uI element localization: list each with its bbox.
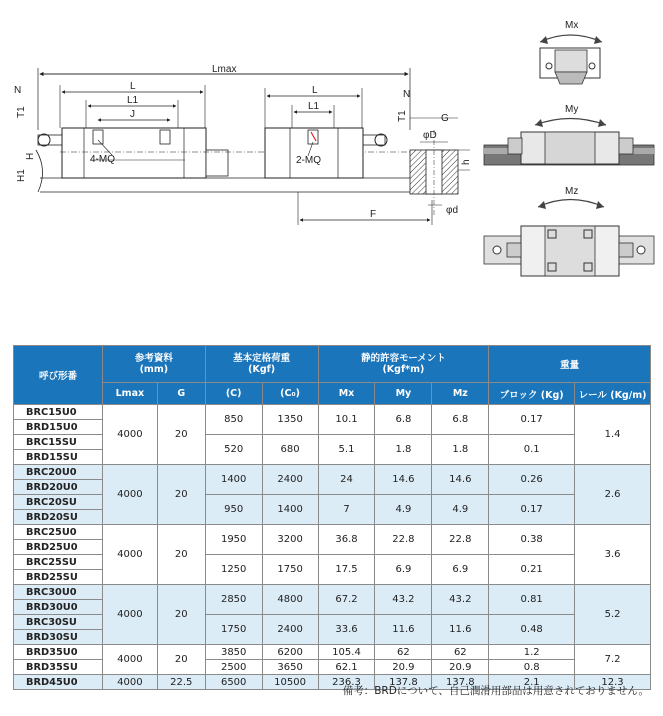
g-cell: 20 <box>157 585 205 645</box>
mx-label: Mx <box>565 20 579 31</box>
mz-cell: 43.2 <box>432 585 489 615</box>
l1-right-label: L1 <box>308 101 320 112</box>
subheader-c0: (C₀) <box>262 383 318 405</box>
g-cell: 20 <box>157 465 205 525</box>
my-cell: 1.8 <box>375 435 432 465</box>
my-cell: 137.8 <box>375 675 432 690</box>
block-cell: 0.81 <box>489 585 575 615</box>
g-cell: 22.5 <box>157 675 205 690</box>
model-cell: BRD15SU <box>14 450 103 465</box>
table-row <box>14 525 651 540</box>
rail-block-drawing <box>0 0 663 335</box>
rail-cell: 1.4 <box>575 405 651 465</box>
mx-cell: 5.1 <box>318 435 375 465</box>
mz-cell: 6.9 <box>432 555 489 585</box>
g-cell: 20 <box>157 405 205 465</box>
rail-cell: 5.2 <box>575 585 651 645</box>
my-cell: 6.9 <box>375 555 432 585</box>
mx-cell: 10.1 <box>318 405 375 435</box>
header-moment: 静的許容モーメント (Kgf*m) <box>318 346 489 383</box>
subheader-my: My <box>375 383 432 405</box>
mx-cell: 236.3 <box>318 675 375 690</box>
block-cell: 0.17 <box>489 495 575 525</box>
mz-cell: 22.8 <box>432 525 489 555</box>
l-left-label: L <box>130 81 136 92</box>
model-cell: BRC30SU <box>14 615 103 630</box>
my-cell: 62 <box>375 645 432 660</box>
mz-cell: 6.8 <box>432 405 489 435</box>
lmax-dimension <box>38 64 410 130</box>
c0-cell: 3650 <box>262 660 318 675</box>
lmax-cell: 4000 <box>102 585 157 645</box>
c0-cell: 2400 <box>262 615 318 645</box>
mz-cell: 4.9 <box>432 495 489 525</box>
h1-label: H1 <box>16 169 27 182</box>
mz-cell: 137.8 <box>432 675 489 690</box>
j-label: J <box>130 109 135 120</box>
my-cell: 20.9 <box>375 660 432 675</box>
subheader-lmax: Lmax <box>102 383 157 405</box>
lmax-label: Lmax <box>212 64 237 75</box>
model-cell: BRC25SU <box>14 555 103 570</box>
c-cell: 3850 <box>205 645 262 660</box>
table-row <box>14 585 651 600</box>
mz-cell: 14.6 <box>432 465 489 495</box>
c-cell: 6500 <box>205 675 262 690</box>
rail-cell: 12.3 <box>575 675 651 690</box>
model-cell: BRD35U0 <box>14 645 103 660</box>
table-row <box>14 465 651 480</box>
table-row <box>14 405 651 420</box>
subheader-g: G <box>157 383 205 405</box>
my-cell: 6.8 <box>375 405 432 435</box>
subheader-rail: レール (Kg/m) <box>575 383 651 405</box>
mx-cell: 7 <box>318 495 375 525</box>
c-cell: 1250 <box>205 555 262 585</box>
model-cell: BRC20U0 <box>14 465 103 480</box>
my-cell: 11.6 <box>375 615 432 645</box>
mx-cell: 24 <box>318 465 375 495</box>
my-cell: 4.9 <box>375 495 432 525</box>
c0-cell: 1400 <box>262 495 318 525</box>
t1-left-label: T1 <box>16 106 27 118</box>
n-left-label: N <box>14 85 22 96</box>
mz-cell: 62 <box>432 645 489 660</box>
block-cell: 2.1 <box>489 675 575 690</box>
rail-cell: 3.6 <box>575 525 651 585</box>
model-cell: BRC25U0 <box>14 525 103 540</box>
l1-left-label: L1 <box>127 95 139 106</box>
model-cell: BRD30U0 <box>14 600 103 615</box>
c0-cell: 3200 <box>262 525 318 555</box>
header-weight: 重量 <box>489 346 651 383</box>
rail-cell: 7.2 <box>575 645 651 675</box>
c-cell: 2850 <box>205 585 262 615</box>
header-ref: 参考資料 (mm) <box>102 346 205 383</box>
header-model: 呼び形番 <box>14 346 103 405</box>
c0-cell: 4800 <box>262 585 318 615</box>
c0-cell: 10500 <box>262 675 318 690</box>
subheader-c: (C) <box>205 383 262 405</box>
mx-cell: 36.8 <box>318 525 375 555</box>
c-cell: 2500 <box>205 660 262 675</box>
c-cell: 520 <box>205 435 262 465</box>
c-cell: 1750 <box>205 615 262 645</box>
c0-cell: 1350 <box>262 405 318 435</box>
lmax-cell: 4000 <box>102 675 157 690</box>
g-cell: 20 <box>157 525 205 585</box>
my-cell: 22.8 <box>375 525 432 555</box>
c-cell: 950 <box>205 495 262 525</box>
phi-d-big-label: φD <box>423 130 437 141</box>
model-cell: BRD20SU <box>14 510 103 525</box>
lmax-cell: 4000 <box>102 645 157 675</box>
my-cell: 14.6 <box>375 465 432 495</box>
mz-cell: 20.9 <box>432 660 489 675</box>
h-small-label: h <box>461 159 472 165</box>
mz-cell: 11.6 <box>432 615 489 645</box>
subheader-block: ブロック (Kg) <box>489 383 575 405</box>
mq2-label: 2-MQ <box>296 155 321 166</box>
rail-section <box>410 113 472 216</box>
model-cell: BRC20SU <box>14 495 103 510</box>
c-cell: 1400 <box>205 465 262 495</box>
block-cell: 1.2 <box>489 645 575 660</box>
c0-cell: 6200 <box>262 645 318 660</box>
model-cell: BRD25U0 <box>14 540 103 555</box>
c0-cell: 2400 <box>262 465 318 495</box>
mz-label: Mz <box>565 186 579 197</box>
rail-cell: 2.6 <box>575 465 651 525</box>
my-label: My <box>565 104 579 115</box>
f-label: F <box>370 209 377 220</box>
spec-table <box>13 345 651 690</box>
model-cell: BRD15U0 <box>14 420 103 435</box>
model-cell: BRC15SU <box>14 435 103 450</box>
h-label: H <box>25 152 36 160</box>
model-cell: BRD25SU <box>14 570 103 585</box>
model-cell: BRC30U0 <box>14 585 103 600</box>
lmax-cell: 4000 <box>102 405 157 465</box>
model-cell: BRD30SU <box>14 630 103 645</box>
block-cell: 0.17 <box>489 405 575 435</box>
lmax-cell: 4000 <box>102 465 157 525</box>
mz-view <box>484 186 654 276</box>
g-label: G <box>441 113 449 124</box>
block-cell: 0.26 <box>489 465 575 495</box>
mz-cell: 1.8 <box>432 435 489 465</box>
g-cell: 20 <box>157 645 205 675</box>
model-cell: BRD45U0 <box>14 675 103 690</box>
header-load: 基本定格荷重 (Kgf) <box>205 346 318 383</box>
subheader-mx: Mx <box>318 383 375 405</box>
block-cell: 0.1 <box>489 435 575 465</box>
model-cell: BRD35SU <box>14 660 103 675</box>
mx-cell: 105.4 <box>318 645 375 660</box>
lmax-cell: 4000 <box>102 525 157 585</box>
mq4-label: 4-MQ <box>90 154 115 165</box>
footnote: 備考：BRDについて、自己潤滑用部品は用意されておりません。 <box>342 685 649 697</box>
t1-right-label: T1 <box>397 110 408 122</box>
mx-cell: 67.2 <box>318 585 375 615</box>
my-view <box>484 104 654 165</box>
mx-view <box>540 20 602 84</box>
c-cell: 850 <box>205 405 262 435</box>
model-cell: BRC15U0 <box>14 405 103 420</box>
c0-cell: 1750 <box>262 555 318 585</box>
my-cell: 43.2 <box>375 585 432 615</box>
model-cell: BRD20U0 <box>14 480 103 495</box>
block-cell: 0.38 <box>489 525 575 555</box>
phi-d-small-label: φd <box>446 205 459 216</box>
block-cell: 0.8 <box>489 660 575 675</box>
mx-cell: 33.6 <box>318 615 375 645</box>
l-right-label: L <box>312 85 318 96</box>
subheader-mz: Mz <box>432 383 489 405</box>
block-cell: 0.48 <box>489 615 575 645</box>
block-cell: 0.21 <box>489 555 575 585</box>
n-right-label: N <box>403 89 411 100</box>
c-cell: 1950 <box>205 525 262 555</box>
c0-cell: 680 <box>262 435 318 465</box>
mx-cell: 17.5 <box>318 555 375 585</box>
table-row <box>14 645 651 660</box>
mx-cell: 62.1 <box>318 660 375 675</box>
right-block <box>265 128 387 178</box>
